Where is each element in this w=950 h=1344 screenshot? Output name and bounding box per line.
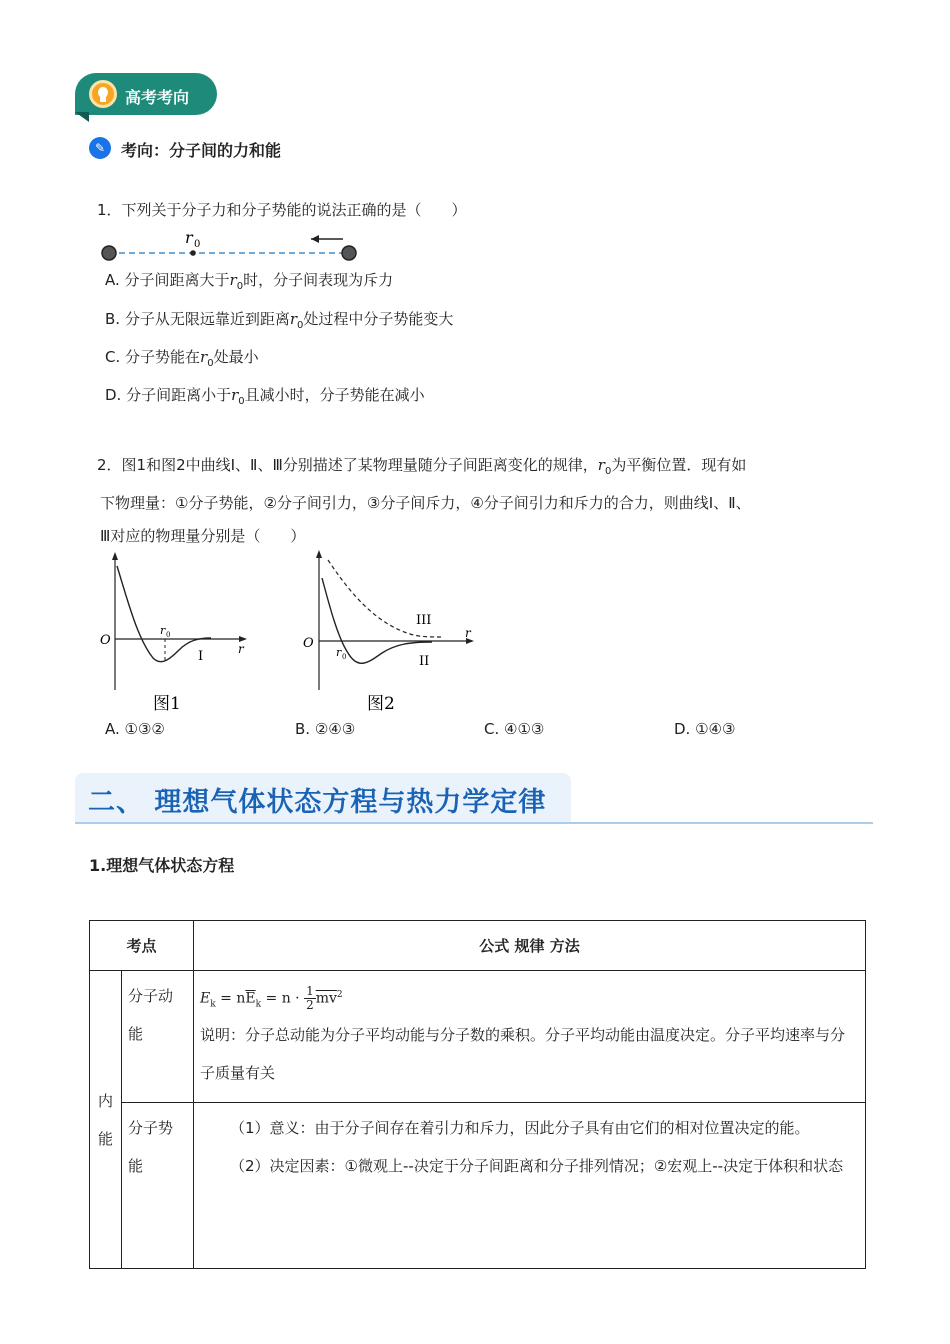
pen-icon: ✎ <box>89 137 111 159</box>
row-content-potential <box>194 1103 866 1269</box>
fig1-origin: O <box>100 633 111 648</box>
header-kaodian: 考点 <box>90 921 194 971</box>
figure-1 <box>95 548 255 720</box>
molecule-right <box>342 246 356 260</box>
q1-stem: 1．下列关于分子力和分子势能的说法正确的是（ ） <box>97 201 467 219</box>
figure-2 <box>300 548 480 720</box>
row-content-kinetic <box>194 971 866 1103</box>
potential-meaning: （1）意义：由于分子间存在着引力和斥力，因此分子具有由它们的相对位置决定的能。 <box>230 1119 810 1138</box>
knowledge-table <box>89 920 866 1269</box>
r0-point <box>190 250 196 256</box>
section-title: 二、 理想气体状态方程与热力学定律 <box>88 787 547 818</box>
fig2-origin: O <box>303 636 314 651</box>
q2-stem-line3: Ⅲ对应的物理量分别是（ ） <box>100 527 306 545</box>
fig2-curve3-label: III <box>416 613 432 628</box>
table-header-row <box>90 921 866 971</box>
q1-option-d[interactable]: D. 分子间距离小于$r_0$且减小时，分子势能在减小 <box>105 386 425 407</box>
kinetic-formula: $E_k = n\overline{E}_k = n$ · $\frac{1}{2}$ $\overline{mv}^2$ <box>200 984 343 1013</box>
fig1-r0-sub: 0 <box>166 631 171 639</box>
lightbulb-icon <box>89 80 117 108</box>
q1-option-b[interactable]: B. 分子从无限远靠近到距离$r_0$处过程中分子势能变大 <box>105 310 454 331</box>
q1-option-a[interactable]: A. 分子间距离大于$r_0$时，分子间表现为斥力 <box>105 271 394 292</box>
fig1-curve-I <box>117 566 211 662</box>
row-label-potential: 分子势能 <box>122 1103 194 1269</box>
group-label: 内能 <box>90 971 122 1269</box>
potential-factors: （2）决定因素：①微观上--决定于分子间距离和分子排列情况；②宏观上--决定于体积和状态 <box>230 1157 844 1176</box>
fig1-r0: r <box>160 624 166 637</box>
q2-option-a[interactable]: A. ①③② <box>105 720 165 738</box>
fig2-axis-label: r <box>465 626 471 640</box>
badge-label: 高考考向 <box>125 88 190 107</box>
section-header-underline <box>75 822 873 824</box>
molecule-left <box>102 246 116 260</box>
table-row <box>90 1103 866 1269</box>
q1-option-c[interactable]: C. 分子势能在$r_0$处最小 <box>105 348 259 369</box>
q1-diagram <box>95 226 365 266</box>
q2-stem-line1: 2．图1和图2中曲线Ⅰ、Ⅱ、Ⅲ分别描述了某物理量随分子间距离变化的规律，$r_0$为平衡位置．现有如 <box>97 456 747 477</box>
fig2-curve2-label: II <box>419 654 430 669</box>
r0-sub: 0 <box>194 239 201 250</box>
header-formula: 公式 规律 方法 <box>194 921 866 971</box>
q2-stem-line2: 下物理量：①分子势能，②分子间引力，③分子间斥力，④分子间引力和斥力的合力，则曲线Ⅰ、Ⅱ、 <box>100 494 751 512</box>
fig2-r0: r <box>336 646 342 659</box>
fig2-y-arrow <box>316 550 322 558</box>
r0-label: r <box>185 228 193 247</box>
kinetic-note: 说明：分子总动能为分子平均动能与分子数的乘积。分子平均动能由温度决定。分子平均速率与分子质量有关 <box>200 1026 846 1083</box>
arrow-head <box>311 235 319 243</box>
fig1-y-arrow <box>112 552 118 560</box>
table-row <box>90 971 866 1103</box>
fig1-axis-label: r <box>238 642 244 656</box>
q2-option-d[interactable]: D. ①④③ <box>674 720 736 738</box>
fig1-caption: 图1 <box>153 694 181 714</box>
subsection-2-title: 1.理想气体状态方程 <box>89 856 235 875</box>
fig2-r0-sub: 0 <box>342 653 347 661</box>
fig2-caption: 图2 <box>367 694 395 714</box>
fig1-curve-label: I <box>198 649 204 664</box>
q2-option-b[interactable]: B. ②④③ <box>295 720 356 738</box>
row-label-kinetic: 分子动能 <box>122 971 194 1103</box>
q2-option-c[interactable]: C. ④①③ <box>484 720 545 738</box>
subsection-title: 考向：分子间的力和能 <box>121 141 282 160</box>
